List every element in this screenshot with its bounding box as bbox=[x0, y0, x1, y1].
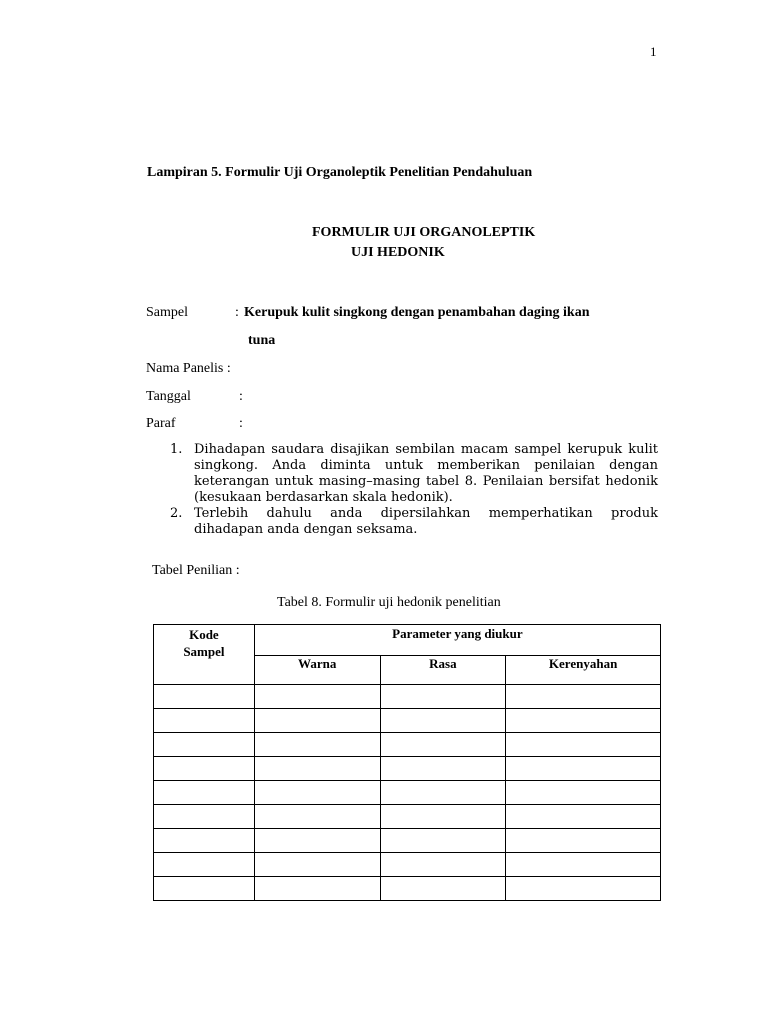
instruction-text: Dihadapan saudara disajikan sembilan macam sampel kerupuk kulit singkong. Anda diminta untuk memberikan penilaian dengan keterangan untuk masing–masing tabel 8. Penilaian bersifat hedonik (kesukaan berdasarkan skala hedonik). bbox=[194, 442, 658, 505]
table-row bbox=[154, 829, 661, 853]
page-number: 1 bbox=[650, 44, 657, 59]
sampel-label: Sampel bbox=[146, 305, 188, 320]
tanggal-colon: : bbox=[239, 389, 243, 404]
cell-kerenyahan[interactable] bbox=[506, 685, 661, 709]
cell-warna[interactable] bbox=[254, 829, 380, 853]
sampel-value-line2: tuna bbox=[248, 333, 276, 348]
cell-warna[interactable] bbox=[254, 733, 380, 757]
instruction-item bbox=[170, 442, 658, 506]
table-row bbox=[154, 685, 661, 709]
cell-kerenyahan[interactable] bbox=[506, 781, 661, 805]
instruction-text: Terlebih dahulu anda dipersilahkan memperhatikan produk dihadapan anda dengan seksama. bbox=[194, 506, 658, 537]
cell-kode[interactable] bbox=[154, 709, 255, 733]
nama-panelis-label: Nama Panelis : bbox=[146, 361, 231, 376]
paraf-colon: : bbox=[239, 416, 243, 431]
cell-kode[interactable] bbox=[154, 685, 255, 709]
header-kode-sampel bbox=[154, 625, 255, 685]
instruction-number: 2. bbox=[170, 506, 183, 521]
table-caption: Tabel 8. Formulir uji hedonik penelitian bbox=[277, 595, 501, 610]
cell-kode[interactable] bbox=[154, 733, 255, 757]
cell-warna[interactable] bbox=[254, 781, 380, 805]
cell-kode[interactable] bbox=[154, 877, 255, 901]
header-rasa: Rasa bbox=[380, 656, 506, 685]
cell-rasa[interactable] bbox=[380, 685, 506, 709]
cell-kode[interactable] bbox=[154, 805, 255, 829]
cell-kerenyahan[interactable] bbox=[506, 733, 661, 757]
cell-warna[interactable] bbox=[254, 709, 380, 733]
table-header-row bbox=[154, 625, 661, 656]
table-row bbox=[154, 781, 661, 805]
cell-rasa[interactable] bbox=[380, 709, 506, 733]
table-row bbox=[154, 805, 661, 829]
table-row bbox=[154, 853, 661, 877]
instruction-item bbox=[170, 506, 658, 538]
header-warna: Warna bbox=[254, 656, 380, 685]
header-kode-line2: Sampel bbox=[183, 644, 225, 659]
table-row bbox=[154, 709, 661, 733]
cell-kerenyahan[interactable] bbox=[506, 853, 661, 877]
cell-kerenyahan[interactable] bbox=[506, 709, 661, 733]
lampiran-caption: Lampiran 5. Formulir Uji Organoleptik Penelitian Pendahuluan bbox=[147, 165, 533, 180]
cell-kode[interactable] bbox=[154, 781, 255, 805]
cell-rasa[interactable] bbox=[380, 757, 506, 781]
cell-rasa[interactable] bbox=[380, 805, 506, 829]
instruction-list bbox=[170, 442, 658, 538]
cell-warna[interactable] bbox=[254, 685, 380, 709]
instruction-number: 1. bbox=[170, 442, 183, 457]
table-row bbox=[154, 733, 661, 757]
cell-rasa[interactable] bbox=[380, 877, 506, 901]
cell-warna[interactable] bbox=[254, 877, 380, 901]
cell-kode[interactable] bbox=[154, 829, 255, 853]
sampel-colon: : bbox=[235, 305, 239, 320]
sampel-value-line1: Kerupuk kulit singkong dengan penambahan daging ikan bbox=[244, 305, 590, 320]
cell-rasa[interactable] bbox=[380, 853, 506, 877]
form-title: FORMULIR UJI ORGANOLEPTIK bbox=[312, 225, 536, 240]
cell-warna[interactable] bbox=[254, 757, 380, 781]
header-kerenyahan: Kerenyahan bbox=[506, 656, 661, 685]
cell-rasa[interactable] bbox=[380, 829, 506, 853]
table-body bbox=[154, 685, 661, 901]
cell-kerenyahan[interactable] bbox=[506, 877, 661, 901]
form-subtitle: UJI HEDONIK bbox=[351, 245, 445, 260]
table-row bbox=[154, 757, 661, 781]
cell-rasa[interactable] bbox=[380, 781, 506, 805]
cell-kode[interactable] bbox=[154, 853, 255, 877]
cell-warna[interactable] bbox=[254, 805, 380, 829]
tanggal-label: Tanggal bbox=[146, 389, 191, 404]
header-kode-line1: Kode bbox=[189, 627, 219, 642]
cell-kerenyahan[interactable] bbox=[506, 805, 661, 829]
cell-kerenyahan[interactable] bbox=[506, 757, 661, 781]
tabel-penilian-label: Tabel Penilian : bbox=[152, 563, 240, 578]
table-row bbox=[154, 877, 661, 901]
cell-warna[interactable] bbox=[254, 853, 380, 877]
header-parameter: Parameter yang diukur bbox=[254, 625, 660, 656]
cell-kode[interactable] bbox=[154, 757, 255, 781]
hedonic-table bbox=[153, 624, 661, 901]
cell-rasa[interactable] bbox=[380, 733, 506, 757]
cell-kerenyahan[interactable] bbox=[506, 829, 661, 853]
paraf-label: Paraf bbox=[146, 416, 176, 431]
